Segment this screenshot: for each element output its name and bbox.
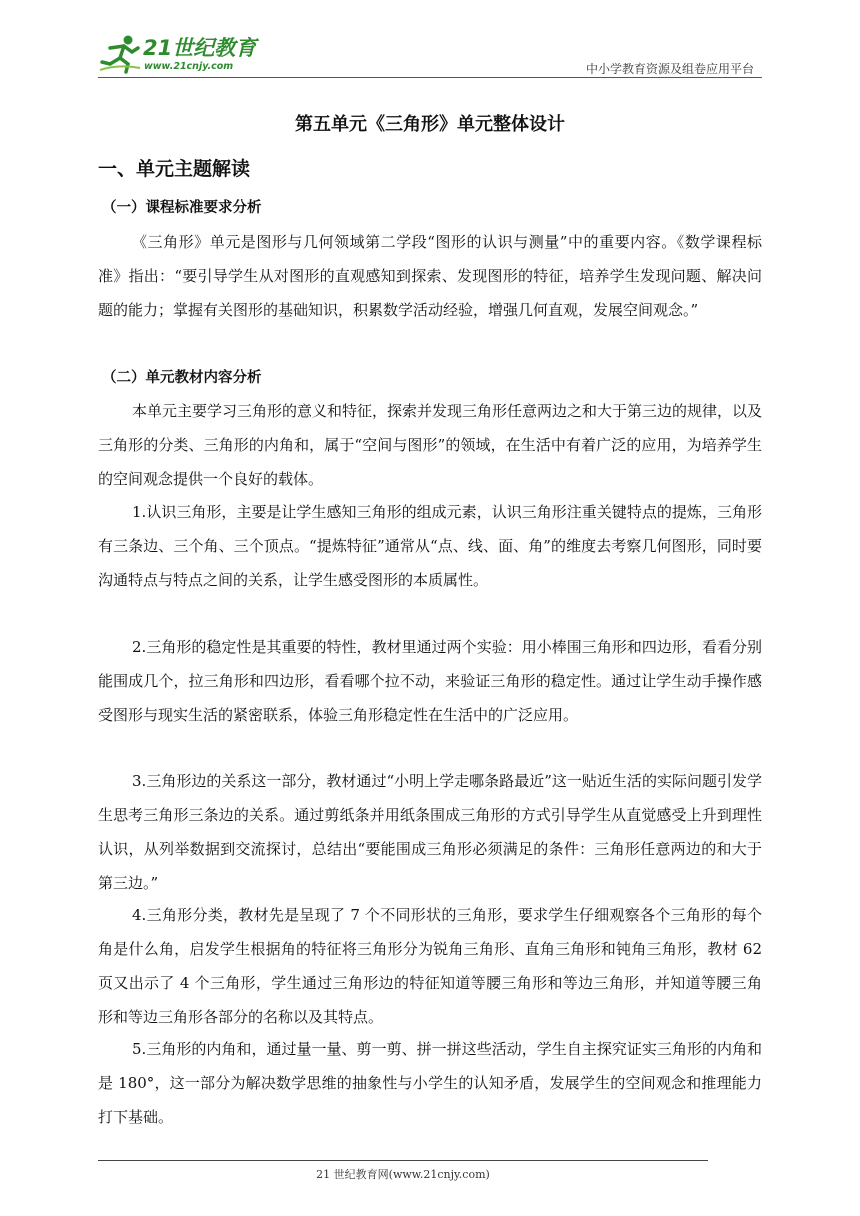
site-logo[interactable] <box>98 30 268 76</box>
section-heading: 一、单元主题解读 <box>98 158 251 180</box>
paragraph-item-5: 5.三角形的内角和，通过量一量、剪一剪、拼一拼这些活动，学生自主探究证实三角形的内角和是 180°，这一部分为解决数学思维的抽象性与小学生的认知矛盾，发展学生的空间观念和推理能力打下基础。 <box>98 1040 762 1126</box>
document-title: 第五单元《三角形》单元整体设计 <box>295 114 565 135</box>
subsection-heading-1: （一）课程标准要求分析 <box>102 200 262 216</box>
paragraph-item-1: 1.认识三角形，主要是让学生感知三角形的组成元素，认识三角形注重关键特点的提炼，三角形有三条边、三个角、三个顶点。“提炼特征”通常从“点、线、面、角”的维度去考察几何图形，同时要沟通特点与特点之间的关系，让学生感受图形的本质属性。 <box>98 503 762 589</box>
footer-link[interactable]: 21 世纪教育网(www.21cnjy.com) <box>316 1168 490 1181</box>
logo-text: 21世纪教育 <box>143 36 257 60</box>
footer-divider <box>98 1160 708 1161</box>
paragraph-item-4: 4.三角形分类，教材先是呈现了 7 个不同形状的三角形，要求学生仔细观察各个三角形的每个角是什么角，启发学生根据角的特征将三角形分为锐角三角形、直角三角形和钝角三角形，教材 62 页又出示了 4 个三角形，学生通过三角形边的特征知道等腰三角形和等边三角形，并知道等腰三角形和等边三角形各部分的名称以及其特点。 <box>98 906 762 1026</box>
runner-icon <box>98 34 142 74</box>
platform-label: 中小学教育资源及组卷应用平台 <box>585 62 754 76</box>
page-header <box>98 30 762 80</box>
paragraph-curriculum: 《三角形》单元是图形与几何领域第二学段“图形的认识与测量”中的重要内容。《数学课程标准》指出：“要引导学生从对图形的直观感知到探索、发现图形的特征，培养学生发现问题、解决问题的能力；掌握有关图形的基础知识，积累数学活动经验，增强几何直观，发展空间观念。” <box>98 233 762 319</box>
paragraph-item-3: 3.三角形边的关系这一部分，教材通过“小明上学走哪条路最近”这一贴近生活的实际问题引发学生思考三角形三条边的关系。通过剪纸条并用纸条围成三角形的方式引导学生从直觉感受上升到理性认识，从列举数据到交流探讨，总结出“要能围成三角形必须满足的条件：三角形任意两边的和大于第三边。” <box>98 772 762 892</box>
subsection-heading-2: （二）单元教材内容分析 <box>102 370 262 386</box>
logo-url: www.21cnjy.com <box>144 61 234 72</box>
header-divider <box>98 77 762 78</box>
paragraph-item-2: 2.三角形的稳定性是其重要的特性，教材里通过两个实验：用小棒围三角形和四边形，看看分别能围成几个，拉三角形和四边形，看看哪个拉不动，来验证三角形的稳定性。通过让学生动手操作感受图形与现实生活的紧密联系，体验三角形稳定性在生活中的广泛应用。 <box>98 638 762 724</box>
paragraph-overview: 本单元主要学习三角形的意义和特征，探索并发现三角形任意两边之和大于第三边的规律，以及三角形的分类、三角形的内角和，属于“空间与图形”的领域，在生活中有着广泛的应用，为培养学生的空间观念提供一个良好的载体。 <box>98 402 763 488</box>
